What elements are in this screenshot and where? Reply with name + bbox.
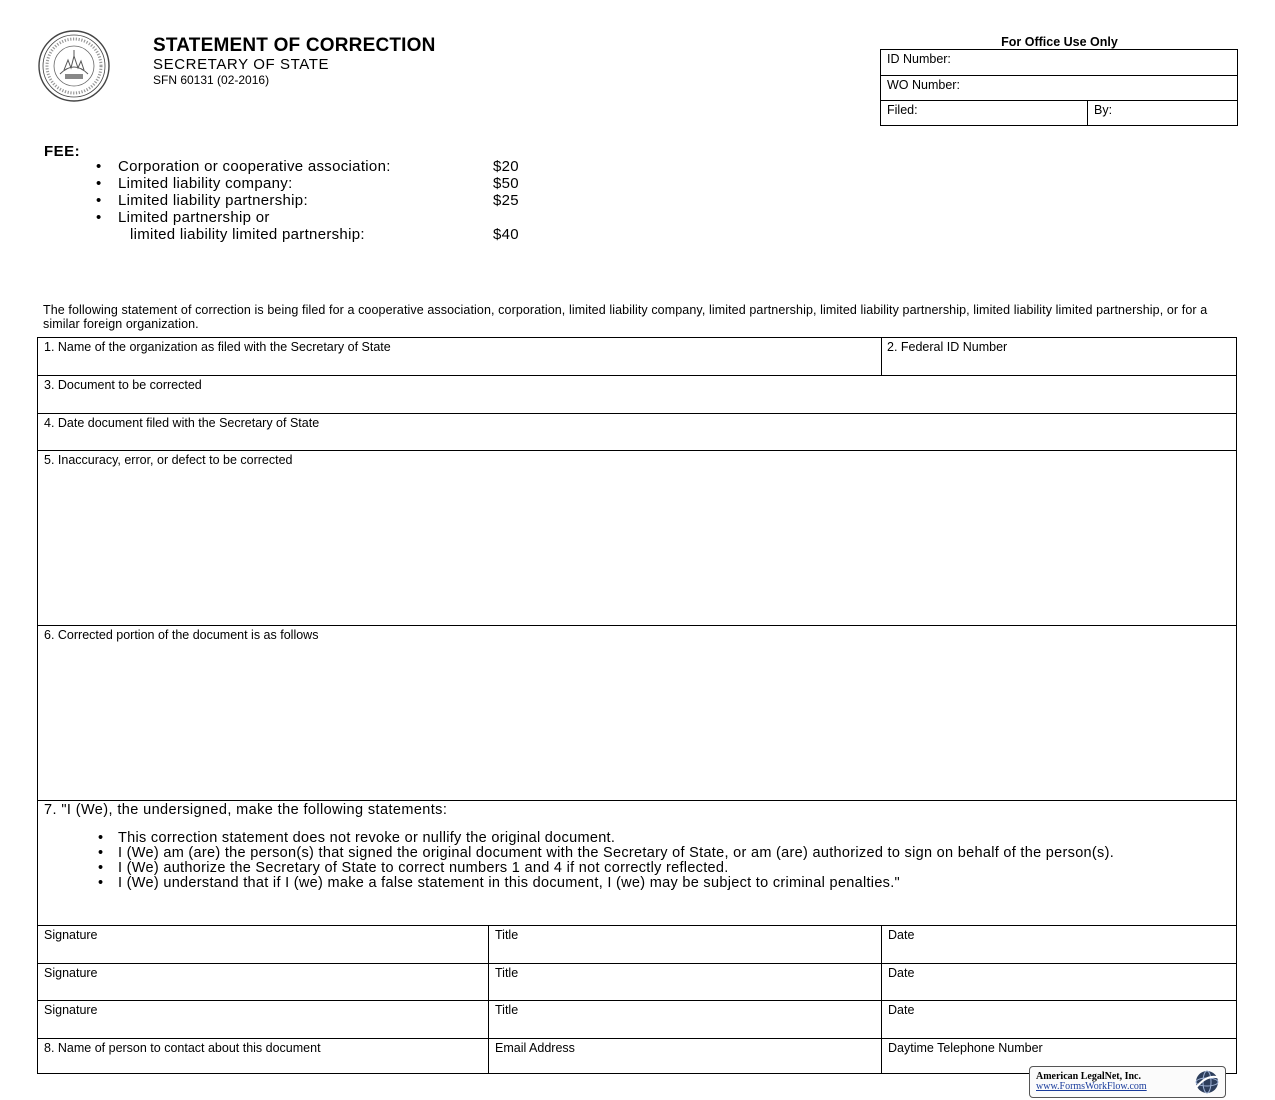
fee-item — [96, 209, 536, 226]
signature-field[interactable] — [38, 925, 488, 963]
fee-item-amount: $25 — [493, 192, 519, 209]
date-filed-label: 4. Date document filed with the Secretary of State — [44, 416, 320, 430]
wo-number-field[interactable] — [881, 75, 1237, 101]
fee-item — [96, 192, 536, 209]
federal-id-label: 2. Federal ID Number — [887, 340, 1008, 354]
vendor-url[interactable]: www.FormsWorkFlow.com — [1036, 1081, 1147, 1092]
vendor-name: American LegalNet, Inc. — [1036, 1071, 1141, 1082]
federal-id-field[interactable] — [881, 338, 1237, 375]
vendor-badge[interactable] — [1029, 1066, 1226, 1098]
fee-item-label: Limited partnership or — [118, 209, 270, 226]
inaccuracy-label: 5. Inaccuracy, error, or defect to be corrected — [44, 453, 293, 467]
page-subtitle: SECRETARY OF STATE — [153, 56, 330, 73]
date-filed-field[interactable] — [38, 413, 1236, 450]
email-label: Email Address — [495, 1041, 575, 1055]
title-label: Title — [495, 1003, 519, 1017]
signature-label: Signature — [44, 1003, 98, 1017]
title-field[interactable] — [488, 963, 881, 1000]
id-number-field[interactable] — [881, 50, 1237, 75]
fee-item — [96, 226, 536, 243]
page-title: STATEMENT OF CORRECTION — [153, 35, 436, 56]
fee-item-amount: $50 — [493, 175, 519, 192]
signature-label: Signature — [44, 966, 98, 980]
signature-field[interactable] — [38, 1000, 488, 1038]
contact-name-field[interactable] — [38, 1038, 488, 1073]
date-field[interactable] — [881, 963, 1236, 1000]
title-field[interactable] — [488, 925, 881, 963]
phone-label: Daytime Telephone Number — [888, 1041, 1043, 1055]
office-use-box — [880, 49, 1238, 126]
date-label: Date — [888, 928, 915, 942]
statement-item: • This correction statement does not revoke or nullify the original document. — [98, 831, 1233, 846]
fee-item-label: Limited liability partnership: — [118, 192, 308, 209]
fee-heading: FEE: — [44, 143, 81, 160]
fee-item-label: Limited liability company: — [118, 175, 293, 192]
date-field[interactable] — [881, 925, 1236, 963]
fee-item-label: Corporation or cooperative association: — [118, 158, 391, 175]
filed-by-row — [881, 100, 1237, 126]
org-name-field[interactable] — [38, 338, 881, 375]
intro-text: The following statement of correction is being filed for a cooperative association, corporation, limited liability company, limited partnership, limited liability partnership, limited liability limited partnership, or for a similar foreign organization. — [43, 303, 1208, 331]
wo-number-label: WO Number: — [887, 78, 960, 92]
statements-list — [98, 831, 1233, 891]
fee-item-label: limited liability limited partnership: — [130, 226, 365, 243]
office-divider — [1087, 101, 1088, 126]
id-number-label: ID Number: — [887, 52, 951, 66]
fee-item-amount: $40 — [493, 226, 519, 243]
document-label: 3. Document to be corrected — [44, 378, 202, 392]
title-label: Title — [495, 928, 519, 942]
fee-list — [96, 158, 536, 243]
form-code: SFN 60131 (02-2016) — [153, 73, 270, 87]
globe-logo-icon — [1189, 1069, 1223, 1095]
corrected-label: 6. Corrected portion of the document is as follows — [44, 628, 319, 642]
correction-form — [37, 337, 1237, 1074]
title-field[interactable] — [488, 1000, 881, 1038]
date-label: Date — [888, 966, 915, 980]
filed-label: Filed: — [887, 103, 918, 117]
document-field[interactable] — [38, 375, 1236, 413]
signature-label: Signature — [44, 928, 98, 942]
fee-item — [96, 158, 536, 175]
statement-item: • I (We) authorize the Secretary of State to correct numbers 1 and 4 if not correctly reflected. — [98, 861, 1233, 876]
inaccuracy-field[interactable] — [38, 450, 1236, 625]
date-field[interactable] — [881, 1000, 1236, 1038]
office-use-caption: For Office Use Only — [1001, 35, 1118, 49]
state-seal-icon — [38, 30, 110, 102]
org-name-label: 1. Name of the organization as filed with the Secretary of State — [44, 340, 391, 354]
corrected-field[interactable] — [38, 625, 1236, 800]
by-label: By: — [1094, 103, 1113, 117]
fee-item-amount: $20 — [493, 158, 519, 175]
statement-item: • I (We) understand that if I (we) make a false statement in this document, I (we) may be subject to criminal penalties." — [98, 876, 1233, 891]
title-label: Title — [495, 966, 519, 980]
fee-item — [96, 175, 536, 192]
email-field[interactable] — [488, 1038, 881, 1073]
statements-heading: 7. "I (We), the undersigned, make the following statements: — [44, 802, 448, 818]
date-label: Date — [888, 1003, 915, 1017]
statement-item: • I (We) am (are) the person(s) that signed the original document with the Secretary of State, or am (are) authorized to sign on behalf of the person(s). — [98, 846, 1233, 861]
signature-field[interactable] — [38, 963, 488, 1000]
contact-name-label: 8. Name of person to contact about this document — [44, 1041, 321, 1055]
